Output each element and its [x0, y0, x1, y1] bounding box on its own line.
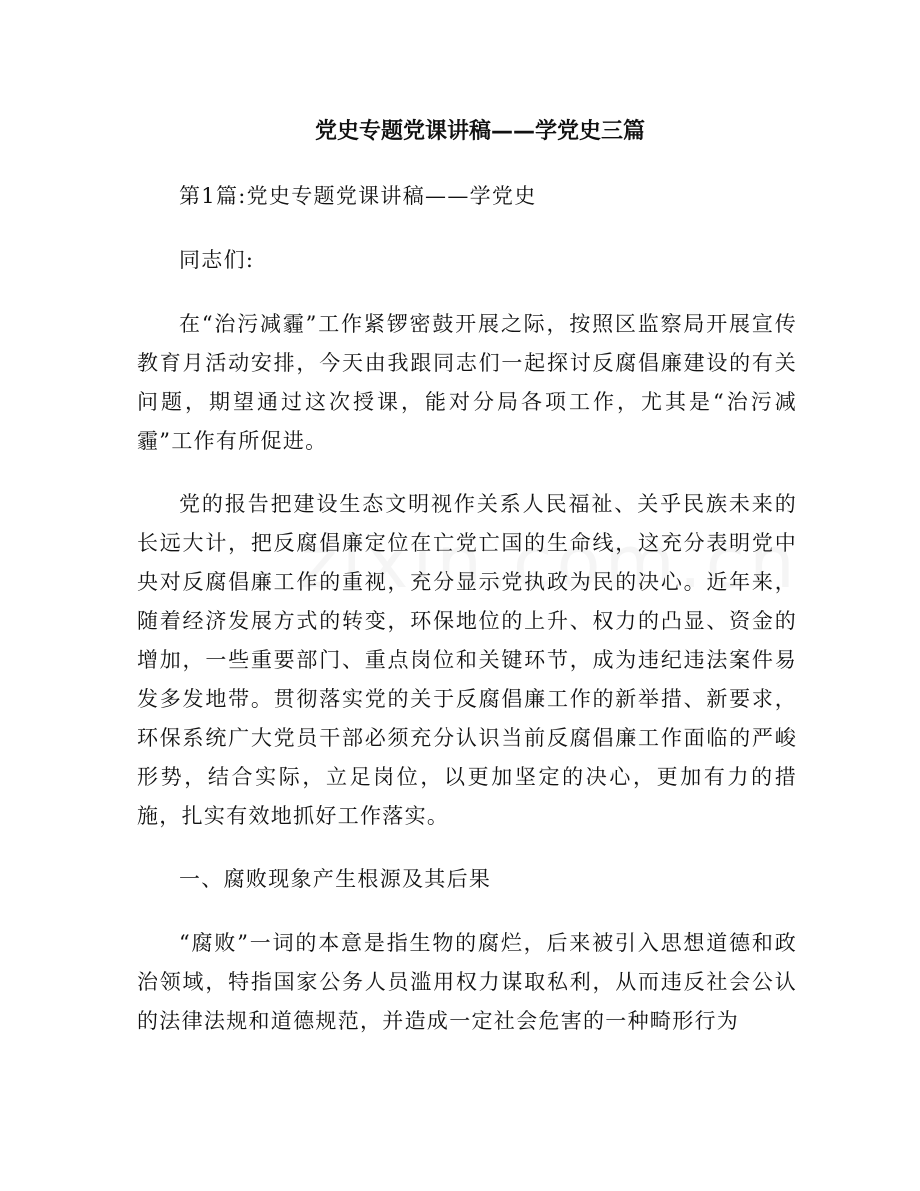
paragraph-1: 在“治污减霾”工作紧锣密鼓开展之际，按照区监察局开展宣传教育月活动安排，今天由我跟同志们一起探讨反腐倡廉建设的有关问题，期望通过这次授课，能对分局各项工作，尤其是“治污减霾”工作有所促进。 — [137, 312, 797, 453]
section-heading-1: 第1篇:党史专题党课讲稿——学党史 — [179, 184, 537, 208]
document-title: 党史专题党课讲稿——学党史三篇 — [314, 119, 645, 144]
paragraph-3: “腐败”一词的本意是指生物的腐烂，后来被引入思想道德和政治领域，特指国家公务人员滥用权力谋取私利，从而违反社会公认的法律法规和道德规范，并造成一定社会危害的一种畸形行为 — [137, 931, 797, 1033]
document-body — [137, 177, 797, 1065]
salutation: 同志们: — [179, 248, 255, 272]
paragraph-2: 党的报告把建设生态文明视作关系人民福祉、关乎民族未来的长远大计，把反腐倡廉定位在亡党亡国的生命线，这充分表明党中央对反腐倡廉工作的重视，充分显示党执政为民的决心。近年来，随着经济发展方式的转变，环保地位的上升、权力的凸显、资金的增加，一些重要部门、重点岗位和关键环节，成为违纪违法案件易发多发地带。贯彻落实党的关于反腐倡廉工作的新举措、新要求，环保系统广大党员干部必须充分认识当前反腐倡廉工作面临的严峻形势，结合实际，立足岗位，以更加坚定的决心，更加有力的措施，扎实有效地抓好工作落实。 — [137, 492, 797, 828]
section-heading-2: 一、腐败现象产生根源及其后果 — [179, 867, 492, 891]
